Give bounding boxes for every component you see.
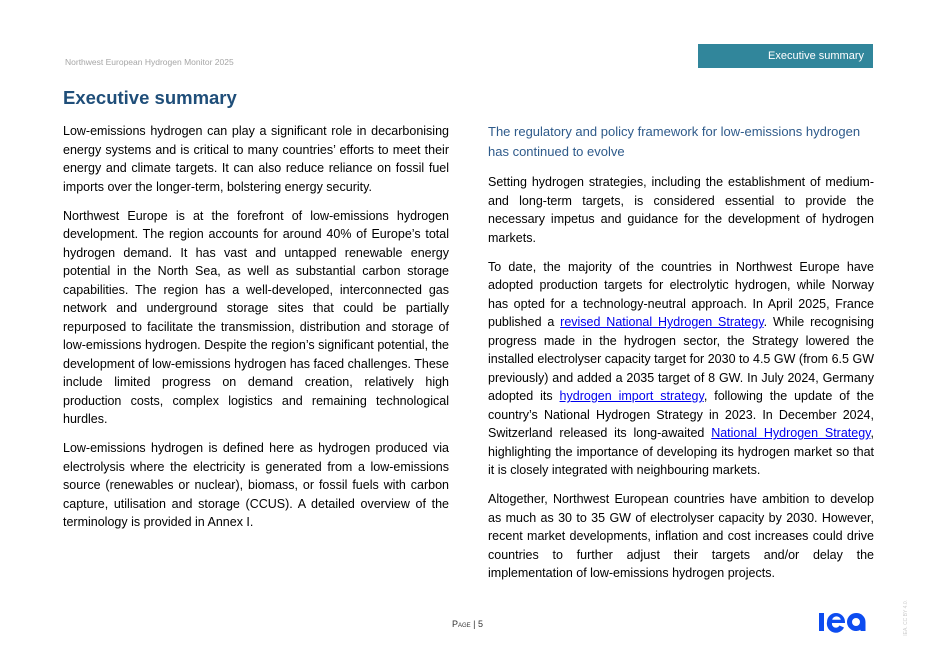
link-france-strategy[interactable]: revised National Hydrogen Strategy <box>560 315 764 329</box>
right-column <box>488 122 874 593</box>
link-switzerland-strategy[interactable]: National Hydrogen Strategy <box>711 426 871 440</box>
text: . While recognising progress made in the hydrogen sector, the Strategy lowered the installed electrolyser capacity target for 2030 to 4.5 GW (from 6.5 GW previously) and added a 2035 target of 8 GW. In July 2024, Germany adopted its <box>488 315 874 403</box>
section-subheading: The regulatory and policy framework for low-emissions hydrogen has continued to evolve <box>488 124 861 159</box>
iea-logo <box>818 609 874 638</box>
link-germany-import-strategy[interactable]: hydrogen import strategy <box>559 389 704 403</box>
section-tab[interactable]: Executive summary <box>698 44 873 68</box>
text: , highlighting the importance of developing its hydrogen market so that it is closely integrated with neighbouring markets. <box>488 426 874 477</box>
paragraph: Low-emissions hydrogen is defined here as hydrogen produced via electrolysis where the electricity is generated from a low-emissions source (renewables or nuclear), biomass, or fossil fuels with carbon capture, utilisation and storage (CCUS). A detailed overview of the terminology is provided in Annex I. <box>63 441 449 529</box>
page-title: Executive summary <box>63 87 237 108</box>
paragraph <box>488 258 874 480</box>
page-label: Page | 5 <box>452 619 484 629</box>
license-note: IEA. CC BY 4.0. <box>903 600 909 636</box>
text: , following the update of the country’s National Hydrogen Strategy in 2023. In December 2024, Switzerland released its long-awaited <box>488 389 874 440</box>
paragraph: Northwest Europe is at the forefront of low-emissions hydrogen development. The region accounts for around 40% of Europe’s total hydrogen demand. It has vast and untapped renewable energy potential in the North Sea, as well as substantial carbon storage capabilities. The region has a well-developed, interconnected gas network and underground storage sites that could be partially repurposed to facilitate the transmission, distribution and storage of low-emissions hydrogen. Despite the region’s significant potential, the development of low-emissions hydrogen has faced challenges. These include limited progress on demand creation, relatively high production costs, complex logistics and remaining technological hurdles. <box>63 208 449 426</box>
paragraph: Setting hydrogen strategies, including the establishment of medium- and long-term targets, is considered essential to provide the necessary impetus and guidance for the development of hydrogen markets. <box>488 175 874 245</box>
left-column <box>63 122 449 542</box>
paragraph: Low-emissions hydrogen can play a significant role in decarbonising energy systems and is critical to many countries’ efforts to meet their energy and climate targets. It can also reduce reliance on fossil fuel imports over the longer-term, bolstering energy security. <box>63 124 449 194</box>
text: To date, the majority of the countries in Northwest Europe have adopted production targets for electrolytic hydrogen, while Norway has opted for a technology-neutral approach. In April 2025, France published a <box>488 259 874 329</box>
paragraph: Altogether, Northwest European countries have ambition to develop as much as 30 to 35 GW of electrolyser capacity by 2030. However, recent market developments, inflation and cost increases could drive countries to further adjust their targets and/or delay the implementation of low-emissions hydrogen projects. <box>488 492 874 580</box>
report-title: Northwest European Hydrogen Monitor 2025 <box>65 57 234 67</box>
page-number <box>452 619 483 629</box>
